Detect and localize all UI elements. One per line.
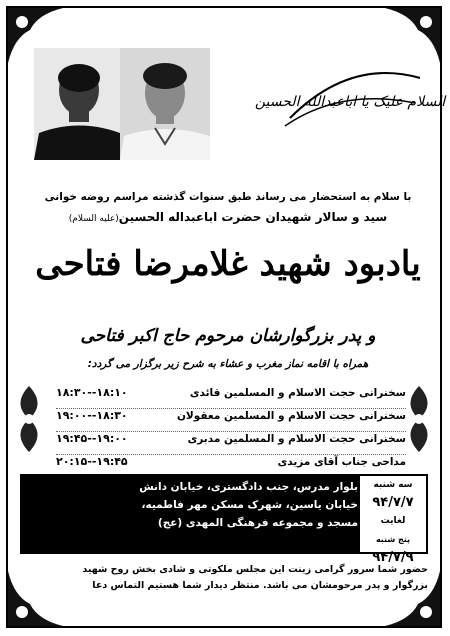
portrait-photo-father	[34, 48, 120, 160]
start-day: سه شنبه	[373, 480, 413, 490]
address-line-3: مسجد و مجموعه فرهنگی المهدی (عج)	[157, 517, 358, 529]
schedule-time: ۱۹:۴۵--۱۹:۰۰	[56, 432, 128, 445]
schedule-speaker: سخنرانی حجت الاسلام و المسلمین قائدی	[189, 387, 406, 399]
address-line-1: بلوار مدرس، جنب دادگستری، خیابان دانش	[139, 481, 358, 493]
poster-frame	[6, 6, 446, 628]
schedule-speaker: سخنرانی حجت الاسلام و المسلمین مدبری	[187, 433, 406, 445]
end-date-value: ۹۴/۷/۹	[372, 550, 414, 565]
schedule-time: ۱۹:۰۰--۱۸:۳۰	[56, 409, 128, 422]
calligraphy-salutation	[254, 48, 446, 138]
closing-message	[28, 562, 428, 594]
closing-line-2: بزرگوار و پدر مرحومشان می باشد. منتظر دیدار شما هستیم التماس دعا	[92, 580, 428, 591]
schedule-row	[56, 386, 406, 409]
venue-box	[20, 474, 428, 565]
subheadline: و پدر بزرگوارشان مرحوم حاج اکبر فتاحی	[80, 326, 376, 346]
program-schedule	[56, 386, 406, 478]
event-dates	[358, 474, 428, 565]
side-ornament-right	[402, 384, 436, 454]
end-day: پنج شنبه	[375, 535, 411, 544]
schedule-time: ۱۸:۳۰--۱۸:۱۰	[56, 386, 128, 399]
until-label: لغایت	[380, 516, 406, 526]
intro-line-2	[18, 210, 438, 224]
start-date: ۹۴/۷/۷	[372, 495, 414, 510]
closing-line-1: حضور شما سرور گرامی زینت این مجلس ملکوتی و شادی بخش روح شهید	[82, 564, 428, 575]
headline: یادبود شهید غلامرضا فتاحی	[35, 244, 421, 284]
schedule-speaker: مداحی جناب آقای مزیدی	[277, 456, 406, 468]
venue-address	[108, 478, 358, 532]
portrait-photo-martyr	[120, 48, 210, 160]
intro-line-2-main: سید و سالار شهیدان حضرت اباعبداله الحسین	[118, 210, 388, 224]
address-line-2: خیابان یاسین، شهرک مسکن مهر فاطمیه،	[141, 499, 358, 511]
intro-line-1: با سلام به استحضار می رساند طبق سنوات گذشته مراسم روضه خوانی	[44, 191, 412, 203]
calligraphy-text: السلام علیک یا اباعبدالله الحسین	[254, 94, 446, 110]
schedule-speaker: سخنرانی حجت الاسلام و المسلمین معقولان	[176, 410, 406, 422]
schedule-row	[56, 432, 406, 455]
schedule-row	[56, 409, 406, 432]
announcement: همراه با اقامه نماز مغرب و عشاء به شرح زیر برگزار می گردد:	[87, 358, 369, 370]
schedule-time: ۲۰:۱۵--۱۹:۴۵	[56, 455, 128, 468]
side-ornament-left	[12, 384, 46, 454]
intro-line-2-suffix: (علیه السلام)	[68, 214, 119, 224]
